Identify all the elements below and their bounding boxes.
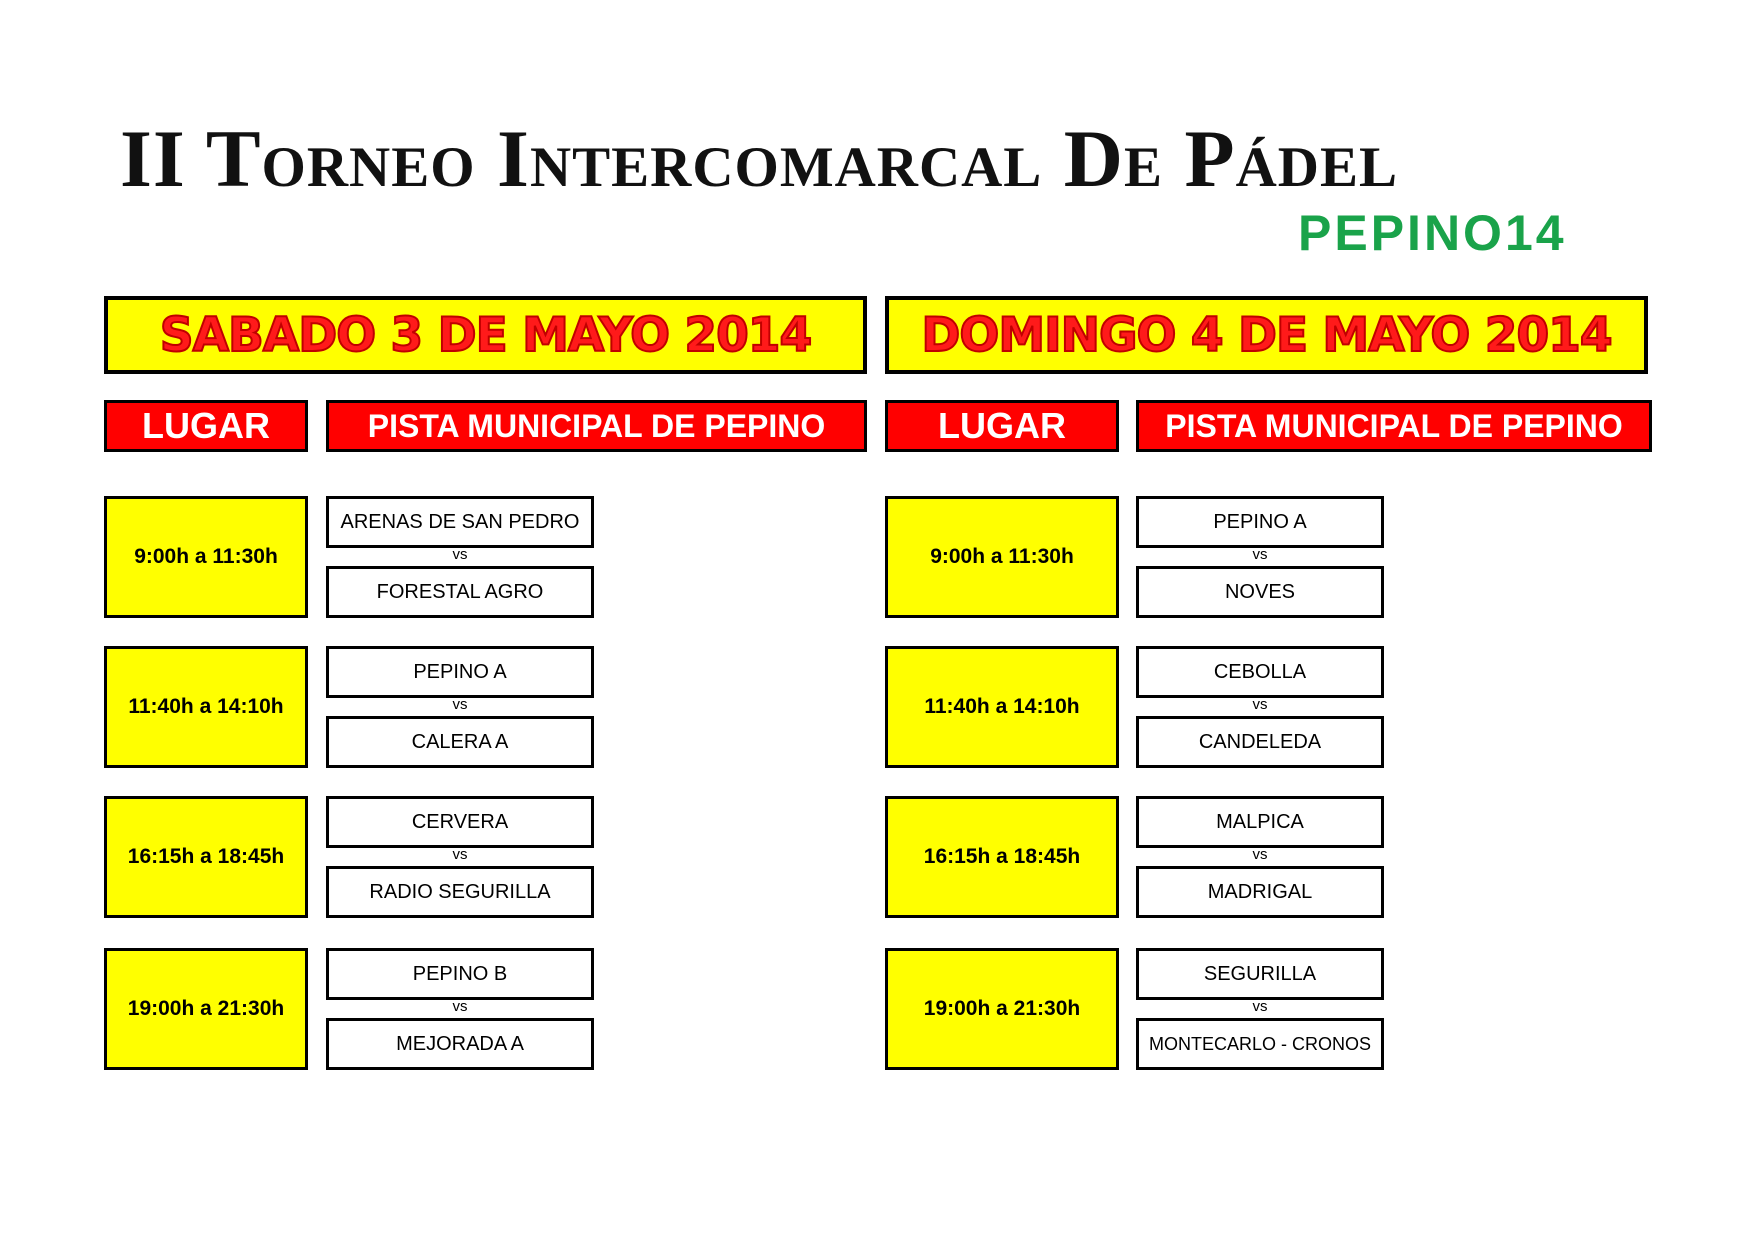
match-block — [104, 948, 867, 1070]
match-block — [885, 796, 1648, 918]
time-slot: 16:15h a 18:45h — [104, 796, 308, 918]
venue-row — [885, 400, 1648, 452]
home-team: PEPINO A — [326, 646, 594, 698]
home-team: PEPINO A — [1136, 496, 1384, 548]
vs-label: vs — [1252, 546, 1268, 563]
venue-name: PISTA MUNICIPAL DE PEPINO — [1136, 400, 1652, 452]
vs-label: vs — [1252, 846, 1268, 863]
vs-label: vs — [452, 546, 468, 563]
match-block — [104, 496, 867, 618]
away-team: CALERA A — [326, 716, 594, 768]
day-header: DOMINGO 4 DE MAYO 2014 — [885, 296, 1648, 374]
home-team: ARENAS DE SAN PEDRO — [326, 496, 594, 548]
time-slot: 16:15h a 18:45h — [885, 796, 1119, 918]
vs-label: vs — [1252, 696, 1268, 713]
time-slot: 19:00h a 21:30h — [104, 948, 308, 1070]
time-slot: 9:00h a 11:30h — [104, 496, 308, 618]
away-team: NOVES — [1136, 566, 1384, 618]
vs-label: vs — [1252, 998, 1268, 1015]
venue-row — [104, 400, 867, 452]
time-slot: 9:00h a 11:30h — [885, 496, 1119, 618]
away-team: MADRIGAL — [1136, 866, 1384, 918]
day-panel-sunday — [885, 296, 1648, 1054]
time-slot: 19:00h a 21:30h — [885, 948, 1119, 1070]
venue-label: LUGAR — [885, 400, 1119, 452]
away-team: CANDELEDA — [1136, 716, 1384, 768]
match-block — [885, 948, 1648, 1070]
home-team: CERVERA — [326, 796, 594, 848]
vs-label: vs — [452, 998, 468, 1015]
venue-label: LUGAR — [104, 400, 308, 452]
away-team: MEJORADA A — [326, 1018, 594, 1070]
match-block — [104, 796, 867, 918]
tournament-subtitle: PEPINO14 — [1298, 205, 1567, 261]
day-panel-saturday — [104, 296, 867, 1055]
home-team: CEBOLLA — [1136, 646, 1384, 698]
away-team: MONTECARLO - CRONOS — [1136, 1018, 1384, 1070]
tournament-title: II Torneo Intercomarcal De Pádel — [120, 113, 1398, 204]
time-slot: 11:40h a 14:10h — [104, 646, 308, 768]
day-header: SABADO 3 DE MAYO 2014 — [104, 296, 867, 374]
home-team: PEPINO B — [326, 948, 594, 1000]
home-team: SEGURILLA — [1136, 948, 1384, 1000]
venue-name: PISTA MUNICIPAL DE PEPINO — [326, 400, 867, 452]
home-team: MALPICA — [1136, 796, 1384, 848]
match-block — [885, 496, 1648, 618]
match-block — [104, 646, 867, 768]
match-block — [885, 646, 1648, 768]
away-team: FORESTAL AGRO — [326, 566, 594, 618]
vs-label: vs — [452, 846, 468, 863]
vs-label: vs — [452, 696, 468, 713]
time-slot: 11:40h a 14:10h — [885, 646, 1119, 768]
away-team: RADIO SEGURILLA — [326, 866, 594, 918]
